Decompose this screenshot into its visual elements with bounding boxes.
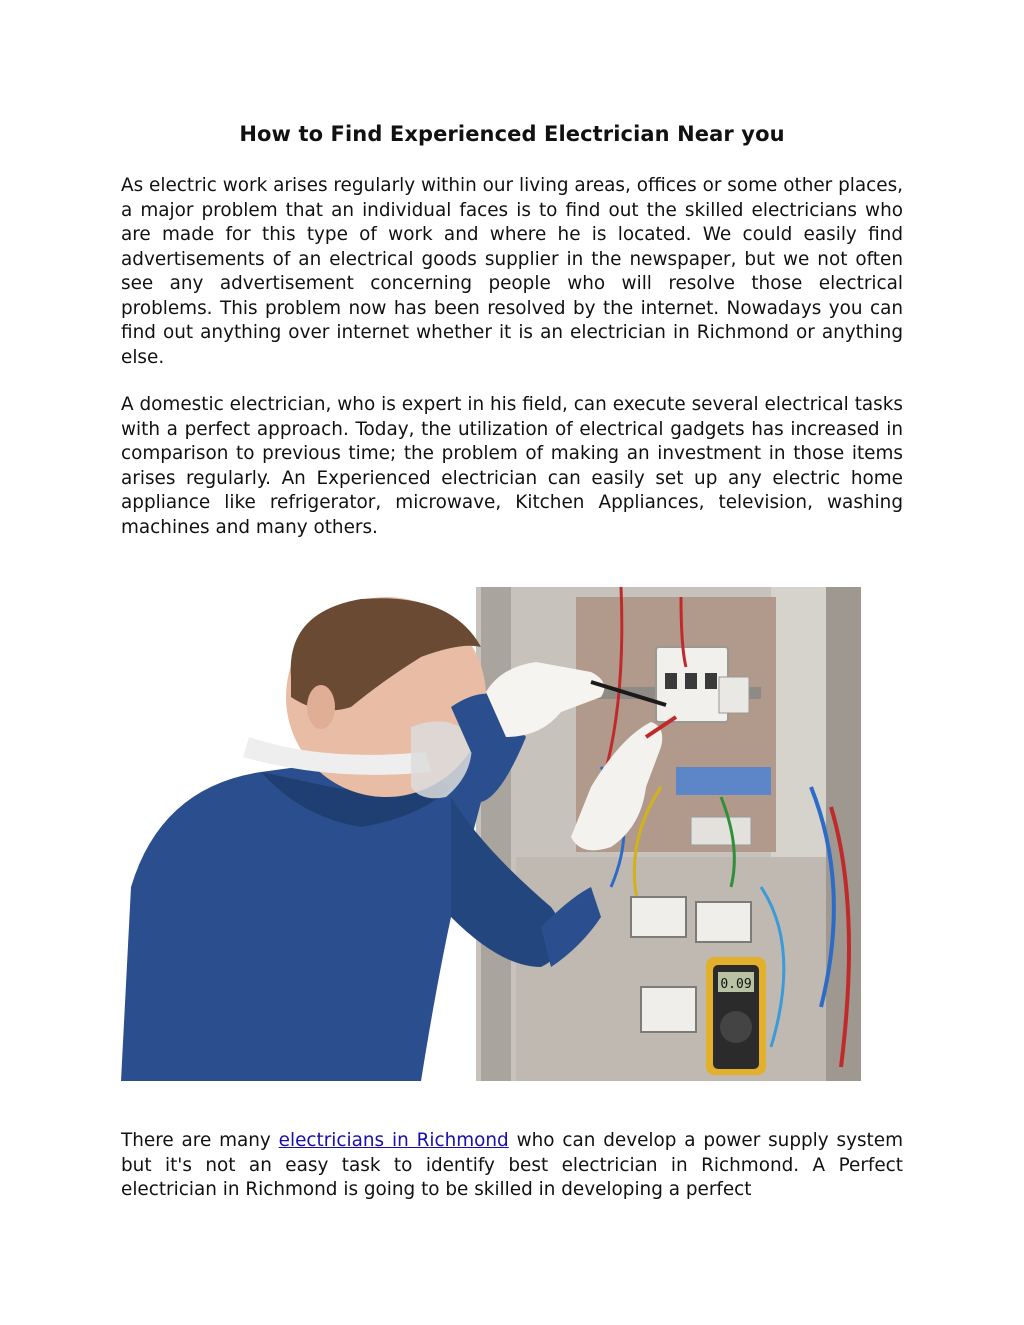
electrician-photo — [121, 587, 861, 1081]
page-title: How to Find Experienced Electrician Near you — [239, 122, 785, 146]
paragraph-domestic-electrician: A domestic electrician, who is expert in his field, can execute several electrical tasks with a perfect approach. Today, the utilization of electrical gadgets has increased in comparison to previous time; the problem of making an investment in those items arises regularly. An Experienced electrician can easily set up any electric home appliance like refrigerator, microwave, Kitchen Appliances, television, washing machines and many others. — [121, 394, 903, 538]
paragraph-3-text-end: who can develop a power supply system but it's not an easy task to identify best electrician in Richmond. A Perfect electrician in Richmond is going to be skilled in developing a perfect — [121, 1130, 903, 1200]
document-page — [121, 0, 903, 1325]
electricians-in-richmond-link[interactable]: electricians in Richmond — [278, 1130, 509, 1151]
paragraph-3-text-start: There are many — [121, 1130, 279, 1151]
multimeter-display: 0.09 — [720, 977, 752, 992]
paragraph-intro: As electric work arises regularly within our living areas, offices or some other places, a major problem that an individual faces is to find out the skilled electricians who are made for this type of work and where he is located. We could easily find advertisements of an electrical goods supplier in the newspaper, but we not often see any advertisement concerning people who will resolve those electrical problems. This problem now has been resolved by the internet. Nowadays you can find out anything over internet whether it is an electrician in Richmond or anything else. — [121, 175, 903, 368]
paragraph-electricians-richmond — [121, 1129, 903, 1203]
